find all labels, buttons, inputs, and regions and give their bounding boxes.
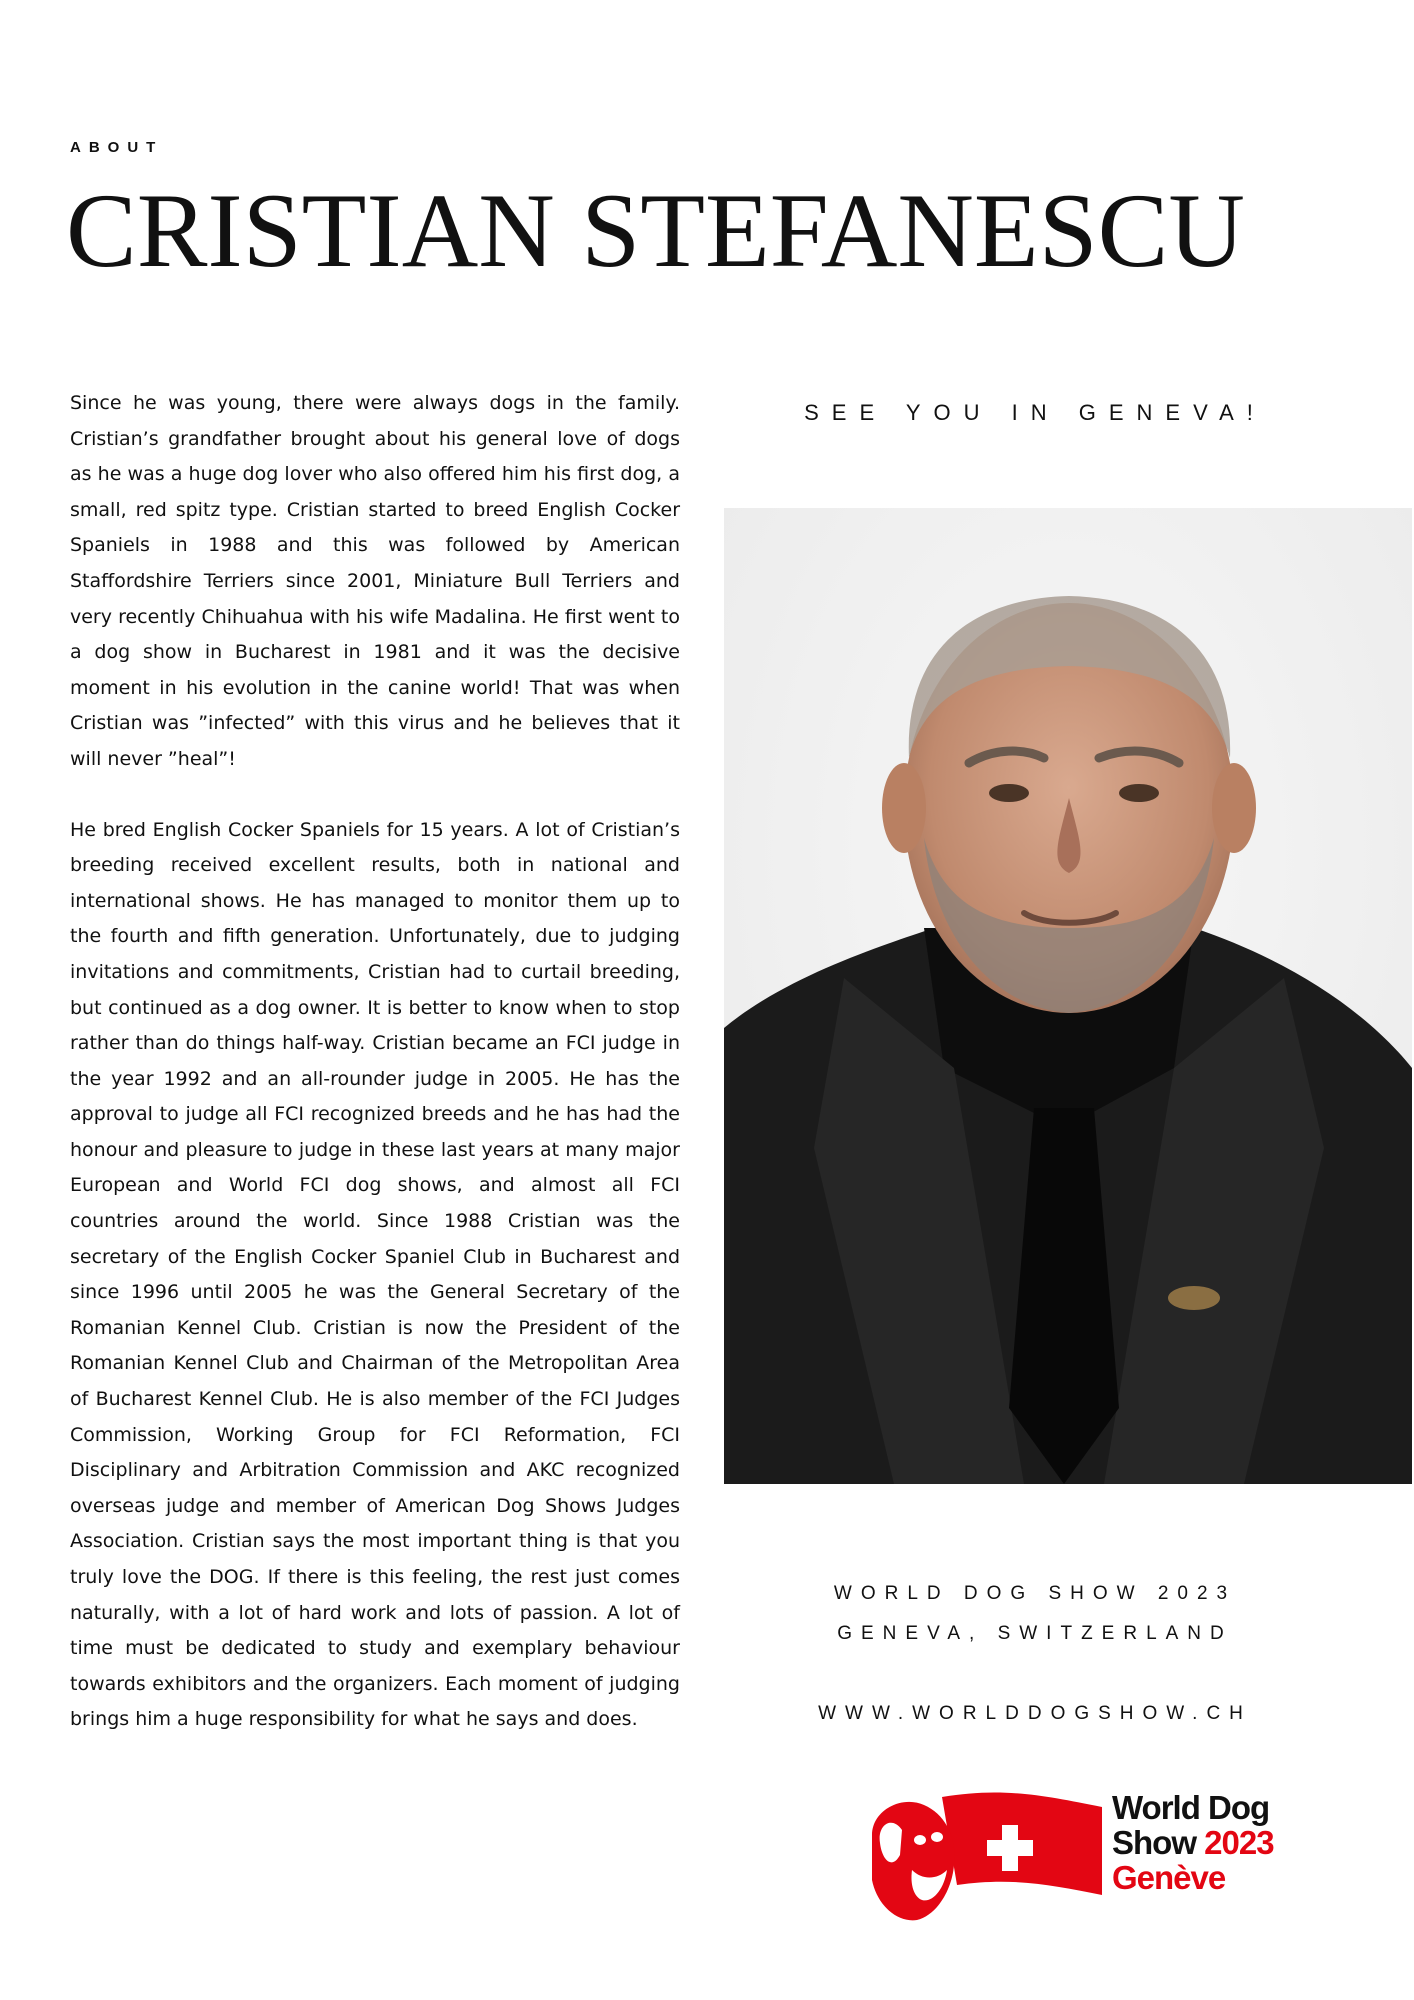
logo-line-1: World Dog <box>1112 1789 1270 1826</box>
tagline: SEE YOU IN GENEVA! <box>804 400 1266 425</box>
biography <box>70 386 680 1738</box>
dog-head-icon <box>872 1802 955 1920</box>
event-location: GENEVA, SWITZERLAND <box>837 1623 1233 1644</box>
website-link[interactable]: WWW.WORLDDOGSHOW.CH <box>818 1703 1252 1724</box>
event-name: WORLD DOG SHOW 2023 <box>833 1583 1237 1604</box>
logo-line-3: Genève <box>1112 1859 1226 1896</box>
portrait-photo <box>724 508 1412 1484</box>
logo-show-word: Show <box>1112 1824 1196 1861</box>
eyebrow-label: ABOUT <box>70 139 164 156</box>
logo-line-2 <box>1112 1825 1274 1860</box>
bio-paragraph-1: Since he was young, there were always dogs in the family. Cristian’s grandfather brought about his general love of dogs as he was a huge dog lover who also offered him his first dog, a small, red spitz type. Cristian started to breed English Cocker Spaniels in 1988 and this was followed by American Staffordshire Terriers since 2001, Miniature Bull Terriers and very recently Chihuahua with his wife Madalina. He first went to a dog show in Bucharest in 1981 and it was the decisive moment in his evolution in the canine world! That was when Cristian was ”infected” with this virus and he believes that it will never ”heal”! <box>70 392 680 770</box>
page-title: CRISTIAN STEFANESCU <box>66 172 1245 289</box>
logo-year: 2023 <box>1204 1824 1274 1861</box>
logo-wordmark <box>1112 1790 1274 1895</box>
bio-paragraph-2: He bred English Cocker Spaniels for 15 years. A lot of Cristian’s breeding received excellent results, both in national and international shows. He has managed to monitor them up to the fourth and fifth generation. Unfortunately, due to judging invitations and commitments, Cristian had to curtail breeding, but continued as a dog owner. It is better to know when to stop rather than do things half-way. Cristian became an FCI judge in the year 1992 and an all-rounder judge in 2005. He has the approval to judge all FCI recognized breeds and he has had the honour and pleasure to judge in these last years at many major European and World FCI dog shows, and almost all FCI countries around the world. Since 1988 Cristian was the secretary of the English Cocker Spaniel Club in Bucharest and since 1996 until 2005 he was the General Secretary of the Romanian Kennel Club. Cristian is now the President of the Romanian Kennel Club and Chairman of the Metropolitan Area of Bucharest Kennel Club. He is also member of the FCI Judges Commission, Working Group for FCI Reformation, FCI Disciplinary and Arbitration Commission and AKC recognized overseas judge and member of American Dog Shows Judges Association. Cristian says the most important thing is that you truly love the DOG. If there is this feeling, the rest just comes naturally, with a lot of hard work and lots of passion. A lot of time must be dedicated to study and exemplary behaviour towards exhibitors and the organizers. Each moment of judging brings him a huge responsibility for what he says and does. <box>70 818 680 1731</box>
